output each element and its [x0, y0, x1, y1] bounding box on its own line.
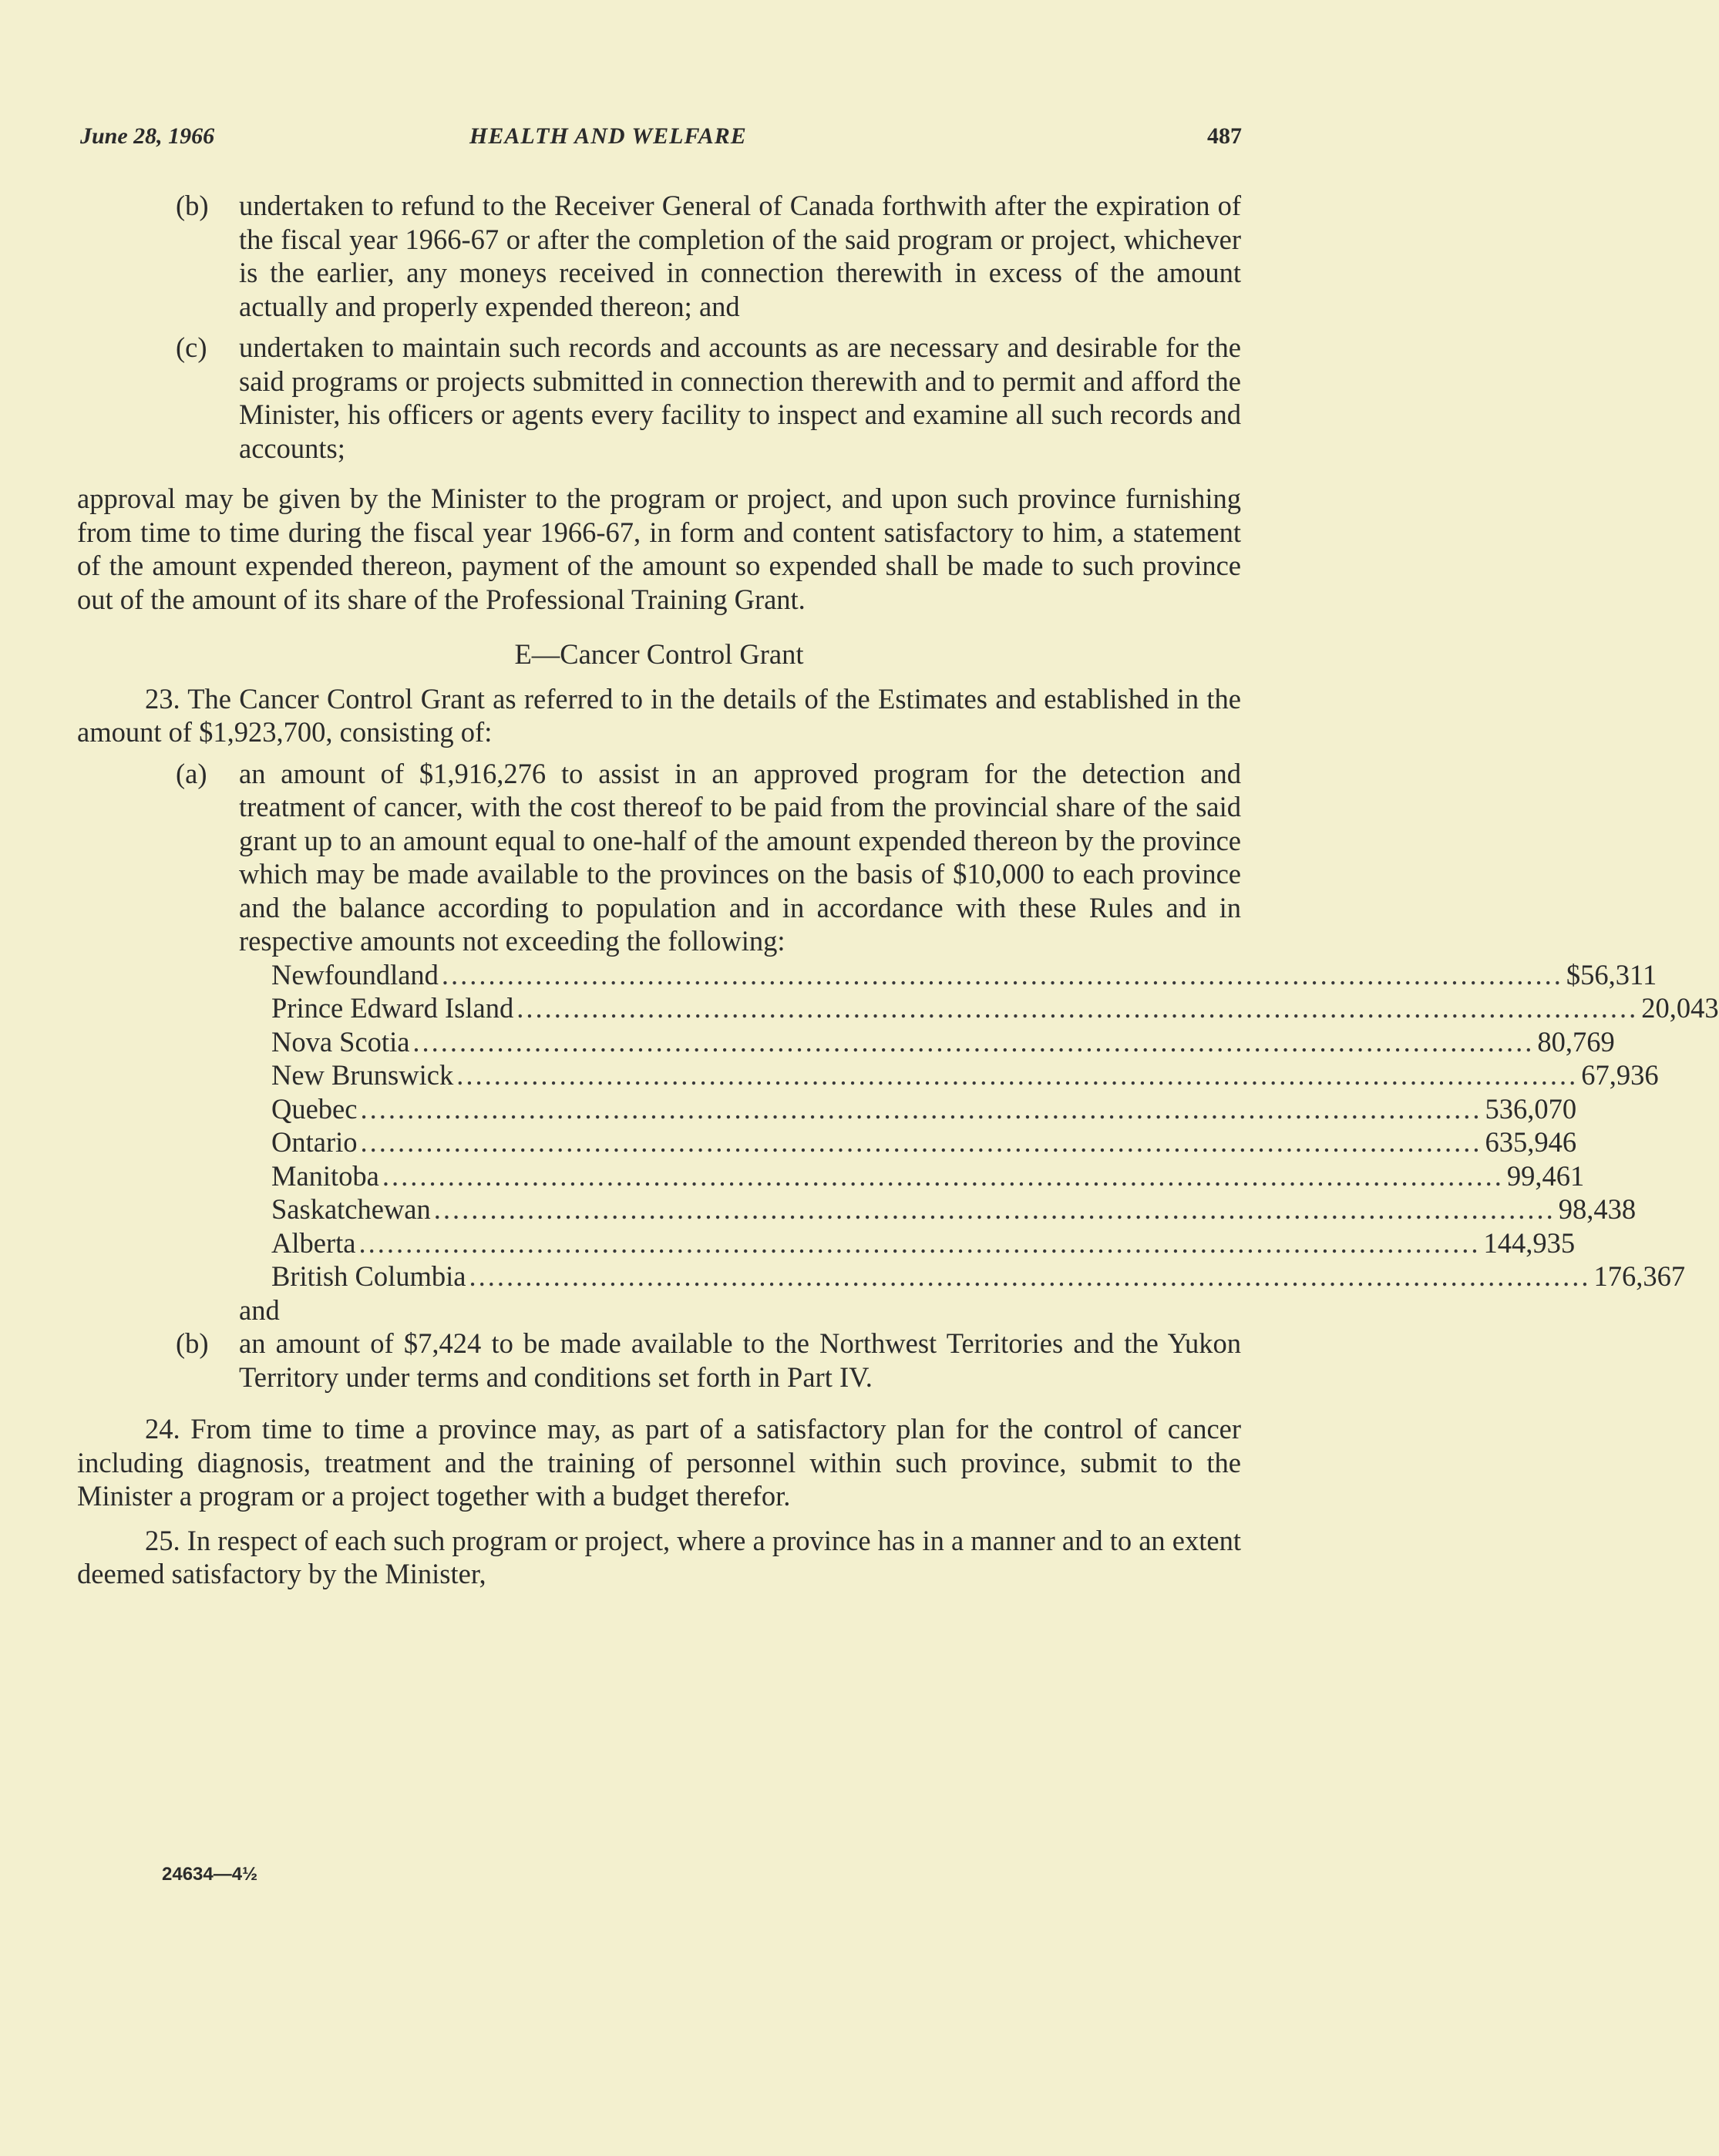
paragraph-25: 25. In respect of each such program or project, where a province has in a manner and to an extent deemed satisfactory by the Minister,: [77, 1524, 1241, 1589]
clause-label: (b): [176, 190, 209, 221]
dot-leader: ........................................................................................................................: [469, 1260, 1591, 1292]
province-name: Newfoundland: [271, 958, 439, 991]
province-amounts-table: [271, 958, 1719, 1293]
province-name: Nova Scotia: [271, 1025, 410, 1058]
province-amount: 20,043: [1641, 992, 1719, 1024]
province-row: [271, 1092, 1577, 1126]
province-amount: 176,367: [1593, 1260, 1686, 1292]
clause-text: undertaken to refund to the Receiver General of Canada forthwith after the expiration of the fiscal year 1966-67 or after the completion of the said program or project, whichever is the earlier, any moneys received in connection therewith in excess of the amount actually and properly expended thereon; and: [239, 190, 1241, 322]
province-amount: 98,438: [1558, 1193, 1637, 1225]
dot-leader: ........................................................................................................................: [441, 958, 1563, 991]
province-row: [271, 1260, 1686, 1293]
province-amount: 80,769: [1537, 1025, 1615, 1058]
province-amount: 536,070: [1485, 1092, 1577, 1125]
paragraph-23: 23. The Cancer Control Grant as referred to in the details of the Estimates and established in the amount of $1,923,700, consisting of:: [77, 682, 1241, 748]
province-amount: 56,311: [1580, 958, 1657, 991]
province-amount: 144,935: [1483, 1226, 1576, 1259]
clause-label: (b): [176, 1327, 209, 1359]
printer-code: 24634—4½: [162, 1864, 258, 1885]
dot-leader: ........................................................................................................................: [382, 1159, 1504, 1192]
province-name: New Brunswick: [271, 1059, 454, 1091]
province-name: Prince Edward Island: [271, 992, 514, 1024]
province-row: [271, 1025, 1615, 1059]
page-number: 487: [1207, 123, 1242, 149]
clause-b-refund: [77, 189, 1241, 323]
province-name: Manitoba: [271, 1159, 379, 1192]
province-amount: 67,936: [1581, 1059, 1659, 1091]
header-date: June 28, 1966: [80, 123, 215, 149]
clause-c-records: [77, 331, 1241, 465]
section-heading: E—Cancer Control Grant: [514, 638, 804, 670]
province-row: [271, 991, 1719, 1025]
dot-leader: ........................................................................................................................: [360, 1092, 1482, 1125]
clause-text: undertaken to maintain such records and accounts as are necessary and desirable for the said programs or projects submitted in connection therewith and to permit and afford the Minister, his officers or agents every facility to inspect and examine all such records and accounts;: [239, 331, 1241, 464]
dot-leader: ........................................................................................................................: [358, 1226, 1481, 1259]
province-name: Saskatchewan: [271, 1193, 431, 1225]
province-name: Ontario: [271, 1126, 358, 1158]
dot-leader: ........................................................................................................................: [360, 1126, 1482, 1158]
clause-text: an amount of $1,916,276 to assist in an approved program for the detection and treatment of cancer, with the cost thereof to be paid from the provincial share of the said grant up to an amount equal to one-half of the amount expended thereon by the province which may be made available to the provinces on the basis of $10,000 to each province and the balance according to population and in accordance with these Rules and in respective amounts not exceeding the following:: [239, 757, 1241, 957]
clause-label: (a): [176, 757, 207, 789]
province-amount: 99,461: [1506, 1159, 1585, 1192]
page-header: [80, 123, 1242, 154]
province-row: [271, 958, 1657, 992]
dot-leader: ........................................................................................................................: [456, 1059, 1579, 1091]
dot-leader: ........................................................................................................................: [516, 992, 1639, 1024]
province-name: Alberta: [271, 1226, 356, 1259]
province-row: [271, 1226, 1576, 1260]
dot-leader: ........................................................................................................................: [412, 1025, 1535, 1058]
dot-leader: ........................................................................................................................: [433, 1193, 1556, 1225]
clause-b-territories: [77, 1327, 1241, 1394]
currency-symbol: $: [1566, 958, 1581, 991]
province-row: [271, 1058, 1659, 1092]
province-name: British Columbia: [271, 1260, 466, 1292]
clause-label: (c): [176, 331, 207, 363]
approval-paragraph: approval may be given by the Minister to the program or project, and upon such province furnishing from time to time during the fiscal year 1966-67, in form and content satisfactory to him, a statement of the amount expended thereon, payment of the amount so expended shall be made to such province out of the amount of its share of the Professional Training Grant.: [77, 483, 1241, 615]
province-row: [271, 1159, 1585, 1193]
paragraph-24: 24. From time to time a province may, as part of a satisfactory plan for the control of cancer including diagnosis, treatment and the training of personnel within such province, submit to the Minister a program or a project together with a budget therefor.: [77, 1413, 1241, 1512]
province-name: Quebec: [271, 1092, 358, 1125]
province-row: [271, 1125, 1577, 1159]
and-connector: and: [239, 1293, 280, 1326]
province-amount: 635,946: [1485, 1126, 1577, 1158]
clause-text: an amount of $7,424 to be made available to the Northwest Territories and the Yukon Territory under terms and conditions set forth in Part IV.: [239, 1327, 1241, 1393]
body-text: [77, 189, 1719, 1591]
clause-a-amount: [77, 757, 1241, 958]
province-row: [271, 1192, 1637, 1226]
header-title: HEALTH AND WELFARE: [469, 123, 747, 149]
